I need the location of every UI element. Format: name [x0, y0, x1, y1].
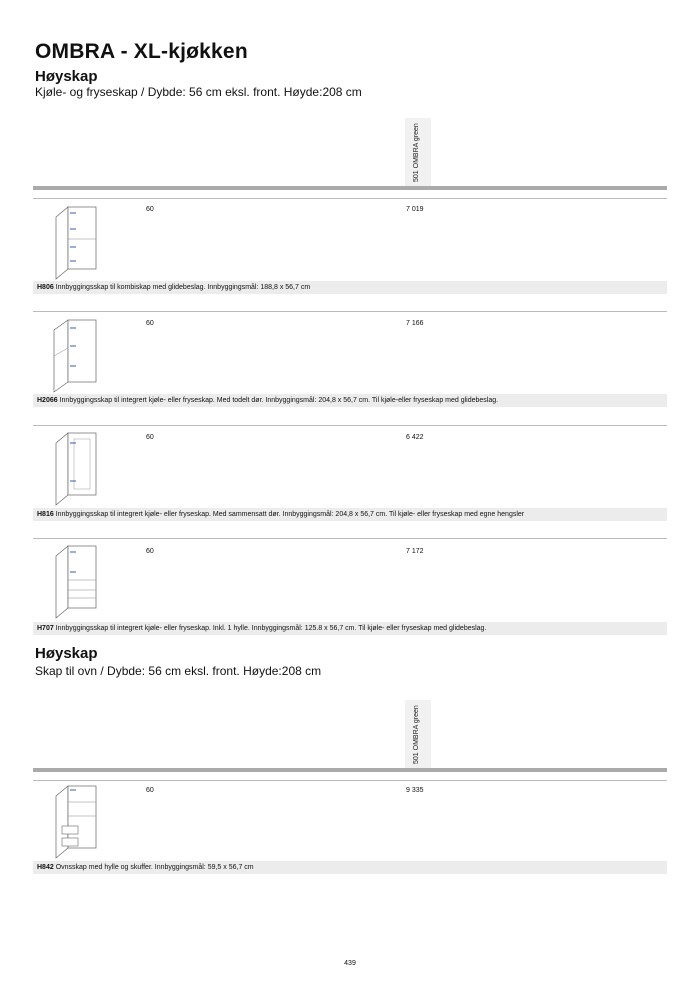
cabinet-illustration: [50, 542, 102, 620]
item-caption: [33, 861, 667, 874]
item-price: 7 019: [406, 206, 424, 213]
section-subtitle: Kjøle- og fryseskap / Dybde: 56 cm eksl. front. Høyde:208 cm: [35, 85, 362, 99]
item-caption: [33, 622, 667, 635]
item-price: 9 335: [406, 787, 424, 794]
row-divider: [33, 198, 667, 199]
item-description: Ovnsskap med hylle og skuffer. Innbyggingsmål: 59,5 x 56,7 cm: [55, 864, 254, 871]
cabinet-illustration: [50, 203, 102, 281]
item-price: 6 422: [406, 434, 424, 441]
row-divider: [33, 538, 667, 539]
item-caption: [33, 394, 667, 407]
cabinet-illustration: [50, 782, 102, 860]
item-price: 7 166: [406, 320, 424, 327]
cabinet-illustration: [50, 316, 102, 394]
item-width: 60: [146, 787, 154, 794]
item-width: 60: [146, 434, 154, 441]
column-header: 501 OMBRA green: [413, 705, 420, 764]
item-width: 60: [146, 320, 154, 327]
item-description: Innbyggingsskap til kombiskap med glidebeslag. Innbyggingsmål: 188,8 x 56,7 cm: [55, 284, 311, 291]
item-caption: [33, 508, 667, 521]
item-description: Innbyggingsskap til integrert kjøle- eller fryseskap. Med sammensatt dør. Innbyggingsmål: 204,8 x 56,7 cm. Til kjøle- eller fryseskap med egne hengsler: [55, 511, 525, 518]
item-code: H816: [37, 511, 54, 518]
item-width: 60: [146, 206, 154, 213]
section-title: Høyskap: [35, 68, 98, 85]
item-code: H842: [37, 864, 54, 871]
cabinet-illustration: [50, 429, 102, 507]
item-description: Innbyggingsskap til integrert kjøle- eller fryseskap. Med todelt dør. Innbyggingsmål: 204,8 x 56,7 cm. Til kjøle-eller fryseskap med glidebeslag.: [59, 397, 499, 404]
item-caption: [33, 281, 667, 294]
row-divider: [33, 780, 667, 781]
item-width: 60: [146, 548, 154, 555]
item-code: H707: [37, 625, 54, 632]
item-code: H2066: [37, 397, 58, 404]
item-price: 7 172: [406, 548, 424, 555]
section-title: Høyskap: [35, 645, 98, 662]
section-rule: [33, 768, 667, 772]
page-title: OMBRA - XL-kjøkken: [35, 40, 248, 63]
page-number: 439: [344, 960, 356, 967]
item-description: Innbyggingsskap til integrert kjøle- eller fryseskap. Inkl. 1 hylle. Innbyggingsmål: 125.8 x 56,7 cm. Til kjøle- eller fryseskap med glidebeslag.: [55, 625, 487, 632]
column-header: 501 OMBRA green: [413, 123, 420, 182]
row-divider: [33, 311, 667, 312]
section-subtitle: Skap til ovn / Dybde: 56 cm eksl. front. Høyde:208 cm: [35, 664, 322, 678]
row-divider: [33, 425, 667, 426]
section-rule: [33, 186, 667, 190]
item-code: H806: [37, 284, 54, 291]
